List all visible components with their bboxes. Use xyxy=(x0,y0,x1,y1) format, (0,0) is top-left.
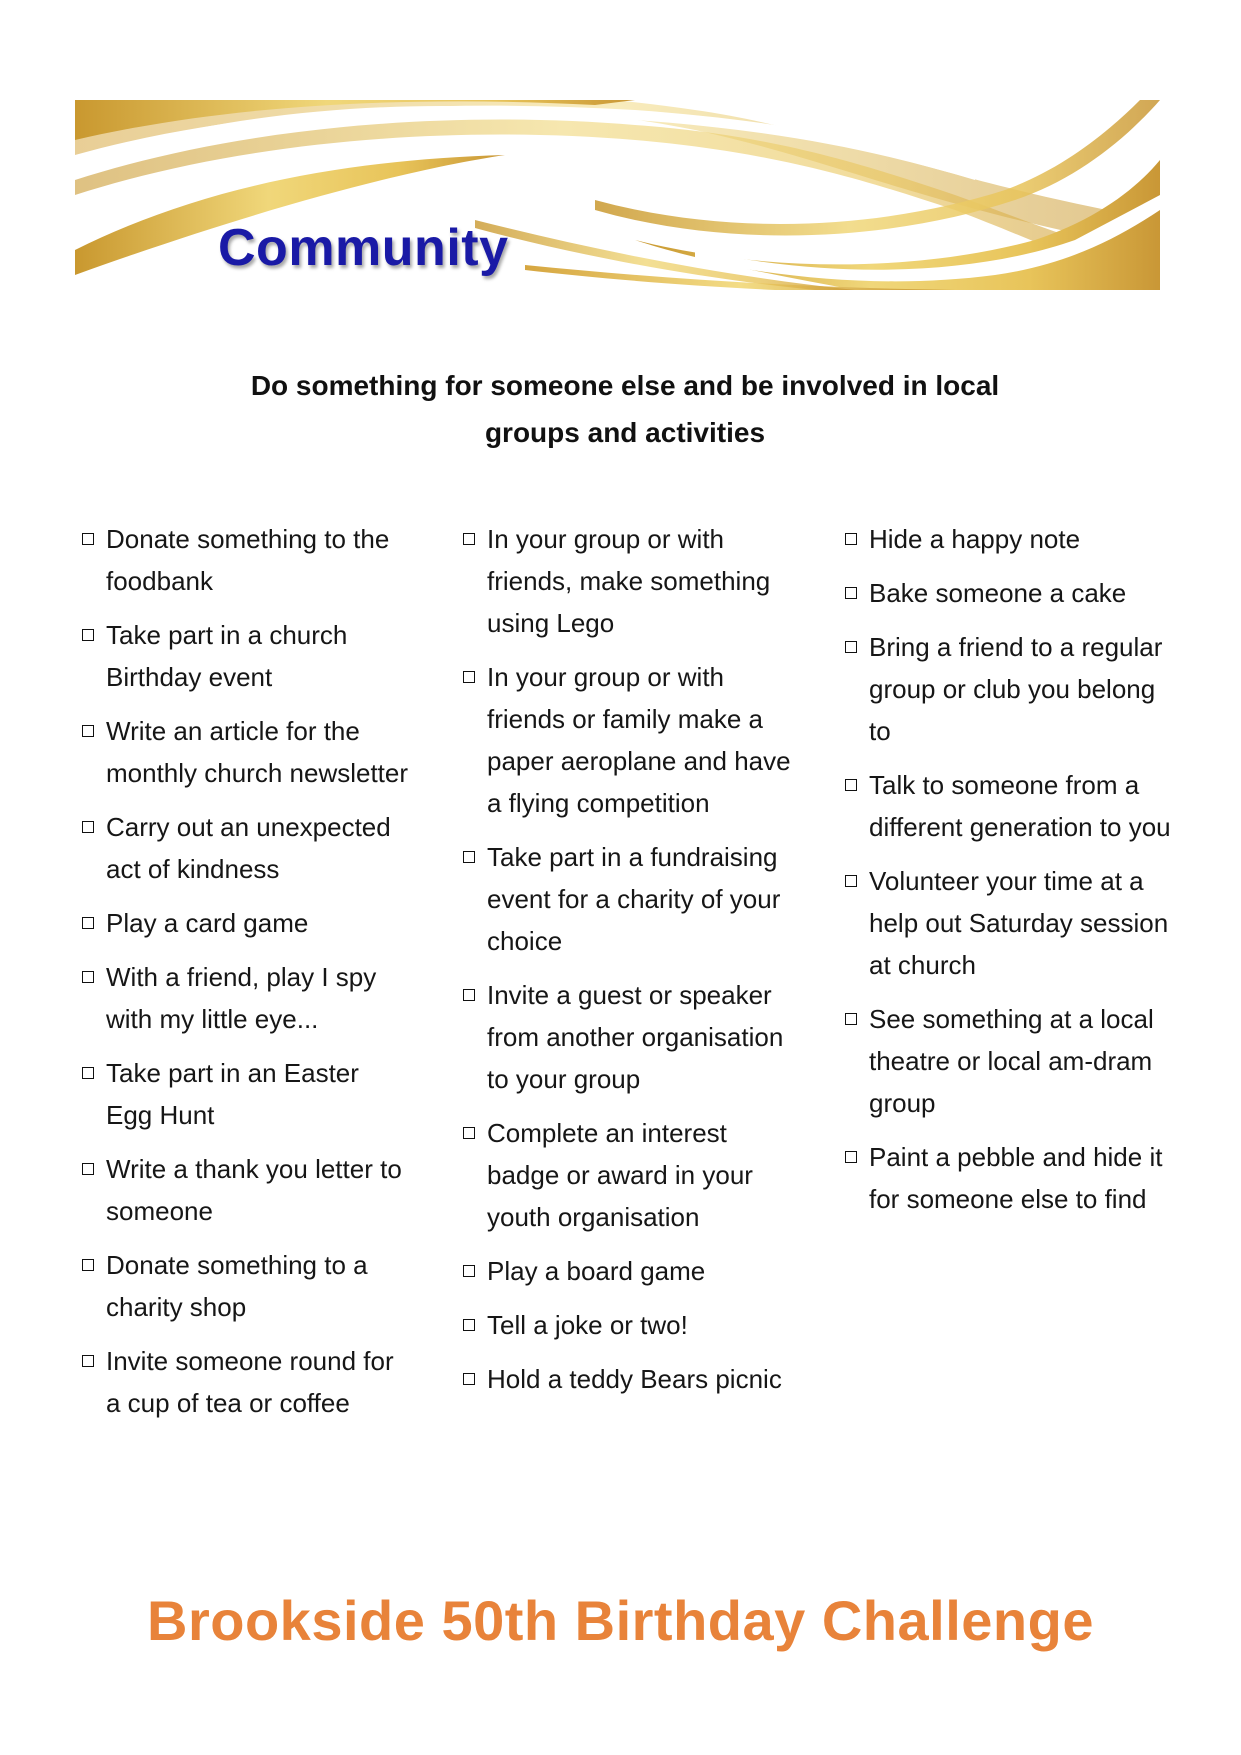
footer-title: Brookside 50th Birthday Challenge xyxy=(147,1589,1094,1652)
item-label: Write an article for the monthly church newsletter xyxy=(106,716,409,788)
item-label: Invite a guest or speaker from another organisation to your group xyxy=(487,980,784,1094)
item-label: Bring a friend to a regular group or club you belong to xyxy=(869,632,1163,746)
item-label: Write a thank you letter to someone xyxy=(106,1154,402,1226)
checklist-item[interactable] xyxy=(463,836,793,962)
item-label: Donate something to the foodbank xyxy=(106,524,390,596)
checklist-item[interactable] xyxy=(845,764,1175,848)
checkbox-icon[interactable] xyxy=(845,587,857,599)
checkbox-icon[interactable] xyxy=(463,671,475,683)
checkbox-icon[interactable] xyxy=(463,1265,475,1277)
item-label: Invite someone round for a cup of tea or coffee xyxy=(106,1346,394,1418)
subtitle-line-2: groups and activities xyxy=(484,417,766,448)
checklist-column-1 xyxy=(82,518,412,1436)
checklist-item[interactable] xyxy=(463,518,793,644)
item-label: In your group or with friends or family make a paper aeroplane and have a flying competition xyxy=(487,662,791,818)
item-label: Play a card game xyxy=(106,908,309,938)
checklist-item[interactable] xyxy=(463,1304,793,1346)
checklist-column-2 xyxy=(463,518,793,1412)
item-label: Play a board game xyxy=(487,1256,706,1286)
item-label: With a friend, play I spy with my little eye... xyxy=(106,962,377,1034)
checkbox-icon[interactable] xyxy=(845,641,857,653)
checklist-item[interactable] xyxy=(463,656,793,824)
checkbox-icon[interactable] xyxy=(82,725,94,737)
item-label: Donate something to a charity shop xyxy=(106,1250,368,1322)
checklist-item[interactable] xyxy=(845,860,1175,986)
item-label: In your group or with friends, make something using Lego xyxy=(487,524,771,638)
checkbox-icon[interactable] xyxy=(82,1355,94,1367)
item-label: Take part in an Easter Egg Hunt xyxy=(106,1058,359,1130)
item-label: Take part in a church Birthday event xyxy=(106,620,348,692)
page-title: Community xyxy=(218,219,509,277)
checkbox-icon[interactable] xyxy=(463,1319,475,1331)
checklist-item[interactable] xyxy=(82,956,412,1040)
checkbox-icon[interactable] xyxy=(845,1013,857,1025)
item-label: Paint a pebble and hide it for someone else to find xyxy=(869,1142,1163,1214)
checkbox-icon[interactable] xyxy=(82,533,94,545)
checkbox-icon[interactable] xyxy=(845,533,857,545)
checklist-item[interactable] xyxy=(845,572,1175,614)
item-label: Talk to someone from a different generation to you xyxy=(869,770,1171,842)
item-label: Hide a happy note xyxy=(869,524,1081,554)
checkbox-icon[interactable] xyxy=(82,971,94,983)
subtitle-line-1: Do something for someone else and be involved in local xyxy=(250,370,1000,401)
item-label: Complete an interest badge or award in your youth organisation xyxy=(487,1118,753,1232)
item-label: See something at a local theatre or local am-dram group xyxy=(869,1004,1154,1118)
checkbox-icon[interactable] xyxy=(82,917,94,929)
subtitle xyxy=(180,362,1070,456)
item-label: Tell a joke or two! xyxy=(487,1310,688,1340)
checklist-item[interactable] xyxy=(845,998,1175,1124)
checklist-item[interactable] xyxy=(845,626,1175,752)
checkbox-icon[interactable] xyxy=(82,1067,94,1079)
checklist-item[interactable] xyxy=(463,1250,793,1292)
checklist-item[interactable] xyxy=(82,1340,412,1424)
checkbox-icon[interactable] xyxy=(845,875,857,887)
checkbox-icon[interactable] xyxy=(463,533,475,545)
checklist-item[interactable] xyxy=(82,710,412,794)
header-banner xyxy=(75,100,1160,290)
checkbox-icon[interactable] xyxy=(845,779,857,791)
checklist-item[interactable] xyxy=(845,1136,1175,1220)
checklist-item[interactable] xyxy=(463,974,793,1100)
item-label: Bake someone a cake xyxy=(869,578,1127,608)
checkbox-icon[interactable] xyxy=(463,1127,475,1139)
checkbox-icon[interactable] xyxy=(463,1373,475,1385)
checklist-item[interactable] xyxy=(82,902,412,944)
item-label: Carry out an unexpected act of kindness xyxy=(106,812,391,884)
checklist-item[interactable] xyxy=(82,806,412,890)
checklist-item[interactable] xyxy=(82,614,412,698)
checkbox-icon[interactable] xyxy=(463,851,475,863)
checklist-item[interactable] xyxy=(463,1358,793,1400)
checkbox-icon[interactable] xyxy=(463,989,475,1001)
checklist-item[interactable] xyxy=(845,518,1175,560)
checklist-item[interactable] xyxy=(82,1148,412,1232)
checklist-item[interactable] xyxy=(82,1052,412,1136)
checkbox-icon[interactable] xyxy=(845,1151,857,1163)
checkbox-icon[interactable] xyxy=(82,821,94,833)
checklist-column-3 xyxy=(845,518,1175,1232)
checklist-item[interactable] xyxy=(82,1244,412,1328)
checkbox-icon[interactable] xyxy=(82,1259,94,1271)
checklist-item[interactable] xyxy=(82,518,412,602)
checkbox-icon[interactable] xyxy=(82,1163,94,1175)
checkbox-icon[interactable] xyxy=(82,629,94,641)
item-label: Volunteer your time at a help out Saturday session at church xyxy=(869,866,1169,980)
item-label: Hold a teddy Bears picnic xyxy=(487,1364,782,1394)
checklist-item[interactable] xyxy=(463,1112,793,1238)
item-label: Take part in a fundraising event for a charity of your choice xyxy=(487,842,781,956)
